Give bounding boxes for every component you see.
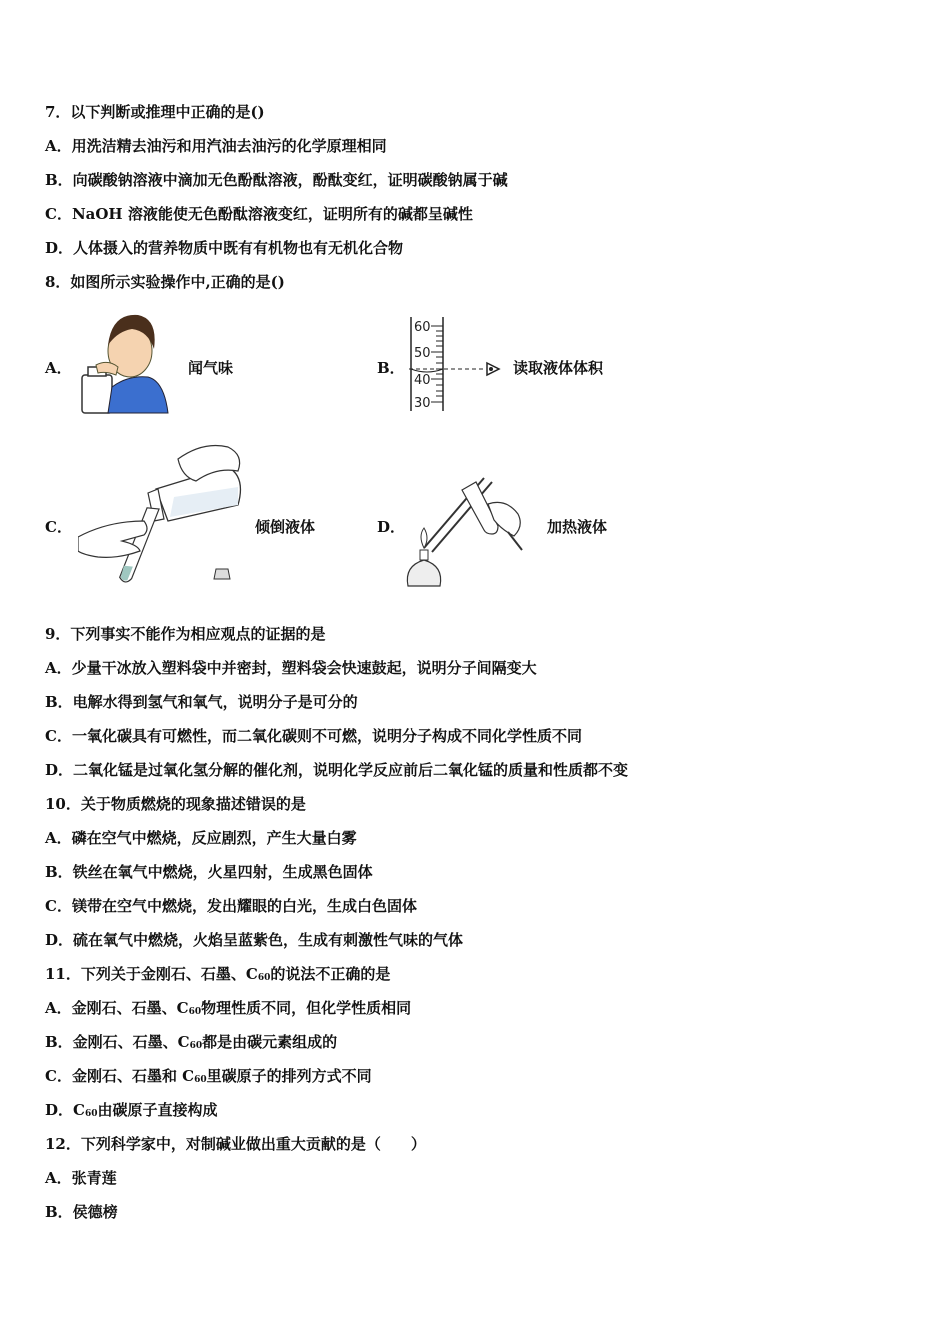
smelling-gas-figure (78, 305, 173, 415)
q8-caption-b: 读取液体体积 (513, 359, 604, 377)
heating-liquid-figure (402, 470, 532, 588)
q7-option-a: A．用洗洁精去油污和用汽油去油污的化学原理相同 (45, 137, 387, 155)
q10-option-c: C．镁带在空气中燃烧，发出耀眼的白光，生成白色固体 (45, 897, 417, 915)
q7-stem: 7．以下判断或推理中正确的是() (45, 103, 265, 121)
pouring-liquid-figure (78, 437, 248, 587)
q8-caption-c: 倾倒液体 (255, 518, 316, 536)
q11-option-a: A．金刚石、石墨、$C_{60}$物理性质不同，但化学性质相同 (45, 999, 412, 1017)
tick-label-40: 40 (414, 373, 431, 388)
q12-option-a: A．张青莲 (45, 1169, 117, 1187)
q11-option-c: C．金刚石、石墨和 $C_{60}$里碳原子的排列方式不同 (45, 1067, 372, 1085)
q8-stem: 8．如图所示实验操作中,正确的是() (45, 273, 285, 291)
q8-caption-d: 加热液体 (547, 518, 608, 536)
q9-option-b: B．电解水得到氢气和氧气，说明分子是可分的 (45, 693, 358, 711)
q8-option-b-label: B． (377, 359, 405, 377)
q11-option-b: B．金刚石、石墨、$C_{60}$都是由碳元素组成的 (45, 1033, 338, 1051)
q10-option-d: D．硫在氧气中燃烧，火焰呈蓝紫色，生成有刺激性气味的气体 (45, 931, 464, 949)
q7-option-c: C．NaOH 溶液能使无色酚酞溶液变红，证明所有的碱都呈碱性 (45, 205, 473, 223)
tick-label-30: 30 (414, 396, 431, 411)
q8-option-c-label: C． (45, 518, 72, 536)
q10-option-a: A．磷在空气中燃烧，反应剧烈，产生大量白雾 (45, 829, 357, 847)
graduated-cylinder-figure (405, 313, 505, 415)
q8-option-a-label: A． (45, 359, 72, 377)
q12-stem: 12．下列科学家中，对制碱业做出重大贡献的是（ ） (45, 1135, 426, 1153)
q10-option-b: B．铁丝在氧气中燃烧，火星四射，生成黑色固体 (45, 863, 373, 881)
tick-label-50: 50 (414, 346, 431, 361)
q8-option-d-label: D． (377, 518, 406, 536)
q9-option-c: C．一氧化碳具有可燃性，而二氧化碳则不可燃，说明分子构成不同化学性质不同 (45, 727, 582, 745)
q9-option-a: A．少量干冰放入塑料袋中并密封，塑料袋会快速鼓起，说明分子间隔变大 (45, 659, 537, 677)
q9-option-d: D．二氧化锰是过氧化氢分解的催化剂，说明化学反应前后二氧化锰的质量和性质都不变 (45, 761, 629, 779)
q11-stem: 11．下列关于金刚石、石墨、$C_{60}$的说法不正确的是 (45, 965, 391, 983)
q7-option-d: D．人体摄入的营养物质中既有有机物也有无机化合物 (45, 239, 404, 257)
tick-label-60: 60 (414, 320, 431, 335)
q8-caption-a: 闻气味 (188, 359, 234, 377)
q7-option-b: B．向碳酸钠溶液中滴加无色酚酞溶液，酚酞变红，证明碳酸钠属于碱 (45, 171, 508, 189)
q9-stem: 9．下列事实不能作为相应观点的证据的是 (45, 625, 326, 643)
q12-option-b: B．侯德榜 (45, 1203, 118, 1221)
q10-stem: 10．关于物质燃烧的现象描述错误的是 (45, 795, 306, 813)
q11-option-d: D．$C_{60}$由碳原子直接构成 (45, 1101, 218, 1119)
